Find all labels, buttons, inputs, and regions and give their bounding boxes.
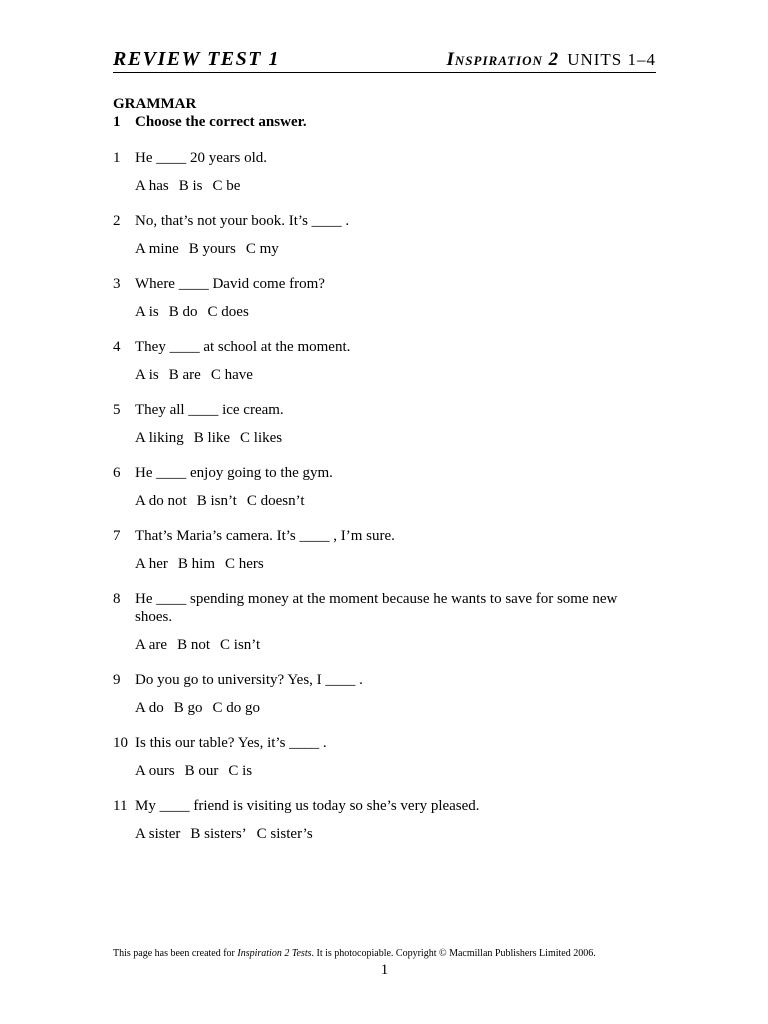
test-page [113,0,656,1024]
answer-option[interactable]: C likes [240,430,283,446]
answer-option[interactable]: B not [177,637,211,653]
answer-options [135,240,656,258]
question-item [113,797,656,843]
question-list [113,149,656,860]
answer-option[interactable]: C does [207,304,249,320]
question-text: Is this our table? Yes, it’s ____ . [135,735,327,751]
footer-suffix: . It is photocopiable. Copyright © Macmillan Publishers Limited 2006. [311,948,596,959]
instruction-number: 1 [113,114,121,130]
question-number: 3 [113,276,121,292]
answer-option[interactable]: A do [135,700,164,716]
question-number: 5 [113,402,121,418]
question-number: 7 [113,528,121,544]
question-row [113,338,656,356]
footer-copyright [113,948,656,959]
test-title: REVIEW TEST 1 [113,48,280,70]
question-text: Where ____ David come from? [135,276,325,292]
page-header [113,46,656,73]
units-label: UNITS 1–4 [567,50,656,69]
question-number: 10 [113,735,128,751]
question-item [113,464,656,510]
answer-option[interactable]: B go [173,700,203,716]
answer-option[interactable]: B do [168,304,198,320]
question-number: 2 [113,213,121,229]
answer-options [135,177,656,195]
answer-option[interactable]: B our [184,763,219,779]
instruction-text: Choose the correct answer. [135,114,307,130]
answer-option[interactable]: B like [193,430,231,446]
answer-option[interactable]: C isn’t [220,637,261,653]
question-text: They ____ at school at the moment. [135,339,351,355]
question-item [113,275,656,321]
answer-options [135,555,656,573]
question-row [113,401,656,419]
question-item [113,212,656,258]
answer-option[interactable]: C have [210,367,253,383]
answer-option[interactable]: C hers [225,556,264,572]
instruction [113,114,307,131]
question-text: He ____ spending money at the moment because he wants to save for some new shoes. [135,591,618,625]
answer-options [135,825,656,843]
answer-options [135,366,656,384]
answer-option[interactable]: B is [178,178,203,194]
answer-option[interactable]: B sisters’ [190,826,247,842]
question-number: 6 [113,465,121,481]
question-number: 9 [113,672,121,688]
answer-option[interactable]: B are [168,367,201,383]
answer-option[interactable]: B him [177,556,216,572]
question-item [113,671,656,717]
answer-option[interactable]: A sister [135,826,181,842]
answer-option[interactable]: A has [135,178,169,194]
question-item [113,734,656,780]
footer-prefix: This page has been created for [113,948,238,959]
answer-option[interactable]: B isn’t [196,493,237,509]
question-row [113,212,656,230]
question-text: Do you go to university? Yes, I ____ . [135,672,363,688]
question-text: They all ____ ice cream. [135,402,284,418]
answer-option[interactable]: A is [135,304,159,320]
answer-option[interactable]: C be [212,178,241,194]
question-row [113,590,656,626]
series-title: Inspiration 2 [446,49,560,70]
question-number: 8 [113,591,121,607]
answer-options [135,492,656,510]
question-item [113,590,656,654]
footer-title: Inspiration 2 Tests [237,948,312,959]
question-row [113,464,656,482]
answer-option[interactable]: A her [135,556,168,572]
question-number: 1 [113,150,121,166]
answer-option[interactable]: C sister’s [256,826,313,842]
question-text: No, that’s not your book. It’s ____ . [135,213,350,229]
answer-options [135,303,656,321]
question-row [113,275,656,293]
question-text: My ____ friend is visiting us today so she’s very pleased. [135,798,480,814]
question-number: 4 [113,339,121,355]
answer-option[interactable]: A liking [135,430,184,446]
answer-option[interactable]: C doesn’t [246,493,305,509]
question-item [113,338,656,384]
answer-options [135,699,656,717]
answer-option[interactable]: A ours [135,763,175,779]
question-text: He ____ 20 years old. [135,150,268,166]
answer-options [135,429,656,447]
answer-option[interactable]: A do not [135,493,187,509]
question-text: He ____ enjoy going to the gym. [135,465,333,481]
question-text: That’s Maria’s camera. It’s ____ , I’m sure. [135,528,395,544]
question-row [113,149,656,167]
answer-option[interactable]: C do go [212,700,261,716]
header-right [447,49,656,71]
page-number: 1 [380,962,389,978]
question-row [113,527,656,545]
question-row [113,734,656,752]
answer-option[interactable]: A is [135,367,159,383]
question-number: 11 [113,798,128,814]
answer-options [135,762,656,780]
question-row [113,797,656,815]
question-item [113,149,656,195]
answer-option[interactable]: B yours [188,241,236,257]
answer-option[interactable]: C is [228,763,253,779]
answer-option[interactable]: A are [135,637,168,653]
question-item [113,401,656,447]
answer-options [135,636,656,654]
answer-option[interactable]: A mine [135,241,179,257]
question-item [113,527,656,573]
question-row [113,671,656,689]
answer-option[interactable]: C my [245,241,279,257]
section-title: GRAMMAR [113,96,197,112]
